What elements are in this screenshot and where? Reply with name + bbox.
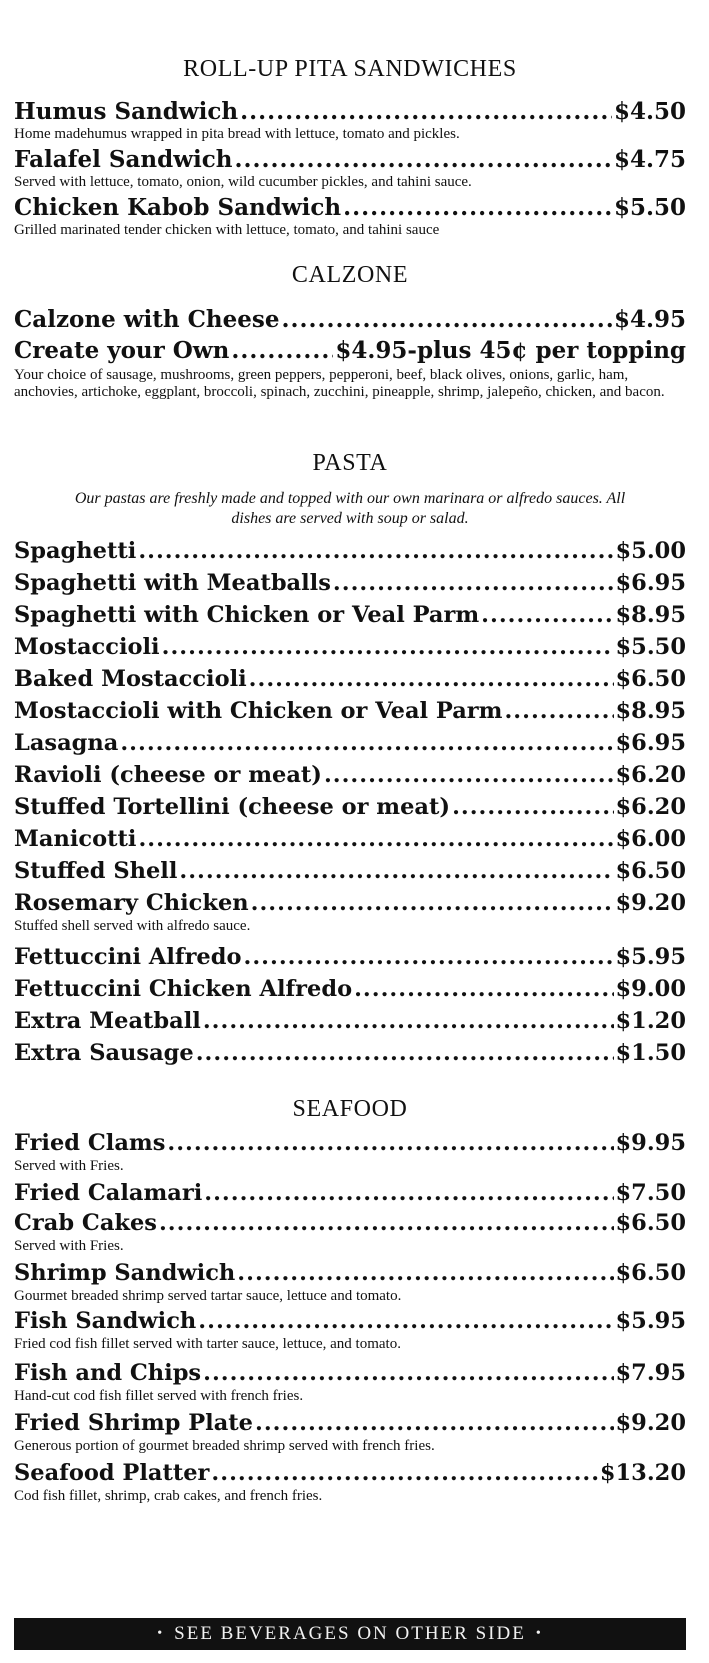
leader-dots — [333, 570, 614, 596]
menu-item — [14, 1360, 686, 1390]
leader-dots — [249, 666, 614, 692]
item-price: $6.20 — [615, 794, 686, 820]
item-name: Seafood Platter — [14, 1460, 210, 1486]
item-price: $6.50 — [615, 858, 686, 884]
item-name: Fried Shrimp Plate — [14, 1410, 253, 1436]
menu-item — [14, 570, 686, 600]
item-price: $8.95 — [615, 602, 686, 628]
item-price: $1.20 — [615, 1008, 686, 1034]
item-description: Fried cod fish fillet served with tarter sauce, lettuce, and tomato. — [14, 1336, 401, 1352]
leader-dots — [255, 1410, 614, 1436]
item-price: $9.00 — [615, 976, 686, 1002]
menu-item — [14, 194, 686, 224]
item-name: Spaghetti — [14, 538, 137, 564]
menu-item — [14, 858, 686, 888]
leader-dots — [204, 1180, 613, 1206]
menu-item — [14, 762, 686, 792]
item-price: $9.95 — [615, 1130, 686, 1156]
leader-dots — [159, 1210, 614, 1236]
menu-item — [14, 98, 686, 128]
item-name: Spaghetti with Meatballs — [14, 570, 331, 596]
item-name: Extra Meatball — [14, 1008, 201, 1034]
leader-dots — [211, 1460, 597, 1486]
leader-dots — [196, 1040, 614, 1066]
item-price: $9.20 — [615, 1410, 686, 1436]
item-price: $13.20 — [599, 1460, 686, 1486]
item-price: $6.50 — [615, 1260, 686, 1286]
menu-item — [14, 826, 686, 856]
menu-item — [14, 634, 686, 664]
menu-item — [14, 1308, 686, 1338]
leader-dots — [240, 98, 612, 125]
item-description: Served with lettuce, tomato, onion, wild cucumber pickles, and tahini sauce. — [14, 174, 472, 190]
item-name: Shrimp Sandwich — [14, 1260, 236, 1286]
menu-item — [14, 976, 686, 1006]
item-description: Served with Fries. — [14, 1158, 124, 1174]
item-price: $9.20 — [615, 890, 686, 916]
menu-item — [14, 944, 686, 974]
menu-item — [14, 337, 686, 367]
item-description: Gourmet breaded shrimp served tartar sauce, lettuce and tomato. — [14, 1288, 402, 1304]
leader-dots — [231, 337, 333, 364]
item-name: Stuffed Shell — [14, 858, 178, 884]
item-name: Mostaccioli with Chicken or Veal Parm — [14, 698, 503, 724]
item-name: Fried Calamari — [14, 1180, 203, 1206]
item-price: $7.95 — [615, 1360, 686, 1386]
menu-item — [14, 730, 686, 760]
section-title-pita: ROLL-UP PITA SANDWICHES — [183, 56, 517, 82]
item-name: Baked Mostaccioli — [14, 666, 247, 692]
menu-item — [14, 1130, 686, 1160]
pasta-intro: Our pastas are freshly made and topped with our own marinara or alfredo sauces. All dishes are served with soup or salad. — [74, 490, 626, 527]
leader-dots — [343, 194, 612, 221]
menu-page — [14, 0, 686, 1663]
menu-item — [14, 890, 686, 920]
menu-item — [14, 698, 686, 728]
item-description: Generous portion of gourmet breaded shrimp served with french fries. — [14, 1438, 435, 1454]
item-price: $6.50 — [615, 666, 686, 692]
item-description: Your choice of sausage, mushrooms, green peppers, pepperoni, beef, black olives, onions, garlic, ham, anchovies, artichoke, eggplant, broccoli, spinach, zucchini, pineapple, shrimp, jalepeño, chicken, and bacon. — [14, 367, 665, 400]
item-name: Spaghetti with Chicken or Veal Parm — [14, 602, 480, 628]
leader-dots — [504, 698, 613, 724]
leader-dots — [324, 762, 614, 788]
item-price: $4.95 — [613, 306, 686, 333]
item-name: Falafel Sandwich — [14, 146, 233, 173]
menu-item — [14, 1210, 686, 1240]
menu-item — [14, 1410, 686, 1440]
leader-dots — [162, 634, 614, 660]
leader-dots — [203, 1360, 613, 1386]
footer-text: SEE BEVERAGES ON OTHER SIDE — [174, 1623, 526, 1644]
menu-item — [14, 666, 686, 696]
leader-dots — [251, 890, 614, 916]
item-price: $5.50 — [615, 634, 686, 660]
item-description: Cod fish fillet, shrimp, crab cakes, and french fries. — [14, 1488, 323, 1504]
menu-item — [14, 1180, 686, 1210]
menu-item — [14, 1008, 686, 1038]
section-title-pasta: PASTA — [312, 450, 388, 476]
leader-dots — [203, 1008, 614, 1034]
item-name: Crab Cakes — [14, 1210, 157, 1236]
leader-dots — [234, 146, 612, 173]
leader-dots — [281, 306, 611, 333]
item-description: Stuffed shell served with alfredo sauce. — [14, 918, 251, 934]
item-name: Fried Clams — [14, 1130, 166, 1156]
item-name: Fish and Chips — [14, 1360, 202, 1386]
item-description: Served with Fries. — [14, 1238, 124, 1254]
item-description: Home madehumus wrapped in pita bread with lettuce, tomato and pickles. — [14, 126, 460, 142]
item-price: $8.95 — [615, 698, 686, 724]
item-name: Manicotti — [14, 826, 137, 852]
item-name: Fish Sandwich — [14, 1308, 197, 1334]
leader-dots — [179, 858, 613, 884]
item-name: Chicken Kabob Sandwich — [14, 194, 342, 221]
item-name: Stuffed Tortellini (cheese or meat) — [14, 794, 451, 820]
leader-dots — [138, 826, 613, 852]
leader-dots — [481, 602, 613, 628]
leader-dots — [198, 1308, 613, 1334]
item-name: Create your Own — [14, 337, 230, 364]
menu-item — [14, 1460, 686, 1490]
item-name: Extra Sausage — [14, 1040, 194, 1066]
bullet-left: • — [157, 1626, 165, 1641]
menu-item — [14, 602, 686, 632]
item-name: Humus Sandwich — [14, 98, 239, 125]
item-name: Ravioli (cheese or meat) — [14, 762, 322, 788]
item-name: Mostaccioli — [14, 634, 160, 660]
item-name: Calzone with Cheese — [14, 306, 280, 333]
item-price: $6.95 — [615, 730, 686, 756]
item-price: $5.50 — [613, 194, 686, 221]
footer-banner — [14, 1618, 686, 1650]
section-title-seafood: SEAFOOD — [292, 1096, 408, 1122]
leader-dots — [237, 1260, 613, 1286]
menu-item — [14, 146, 686, 176]
item-price: $6.20 — [615, 762, 686, 788]
item-description: Hand-cut cod fish fillet served with french fries. — [14, 1388, 304, 1404]
item-price: $6.50 — [615, 1210, 686, 1236]
menu-item — [14, 794, 686, 824]
menu-item — [14, 1040, 686, 1070]
menu-item — [14, 538, 686, 568]
item-name: Fettuccini Alfredo — [14, 944, 242, 970]
bullet-right: • — [535, 1626, 543, 1641]
leader-dots — [167, 1130, 613, 1156]
item-price: $1.50 — [615, 1040, 686, 1066]
item-price: $4.95-plus 45¢ per topping — [335, 337, 686, 364]
menu-item — [14, 306, 686, 336]
item-price: $4.50 — [613, 98, 686, 125]
leader-dots — [138, 538, 613, 564]
item-name: Rosemary Chicken — [14, 890, 249, 916]
leader-dots — [243, 944, 613, 970]
menu-item — [14, 1260, 686, 1290]
item-name: Lasagna — [14, 730, 119, 756]
item-price: $5.95 — [615, 1308, 686, 1334]
item-description: Grilled marinated tender chicken with lettuce, tomato, and tahini sauce — [14, 222, 440, 238]
item-price: $7.50 — [615, 1180, 686, 1206]
item-price: $6.95 — [615, 570, 686, 596]
leader-dots — [354, 976, 613, 1002]
item-price: $5.00 — [615, 538, 686, 564]
item-price: $4.75 — [613, 146, 686, 173]
section-title-calzone: CALZONE — [291, 262, 409, 288]
leader-dots — [452, 794, 613, 820]
item-price: $6.00 — [615, 826, 686, 852]
leader-dots — [120, 730, 613, 756]
item-price: $5.95 — [615, 944, 686, 970]
item-name: Fettuccini Chicken Alfredo — [14, 976, 353, 1002]
